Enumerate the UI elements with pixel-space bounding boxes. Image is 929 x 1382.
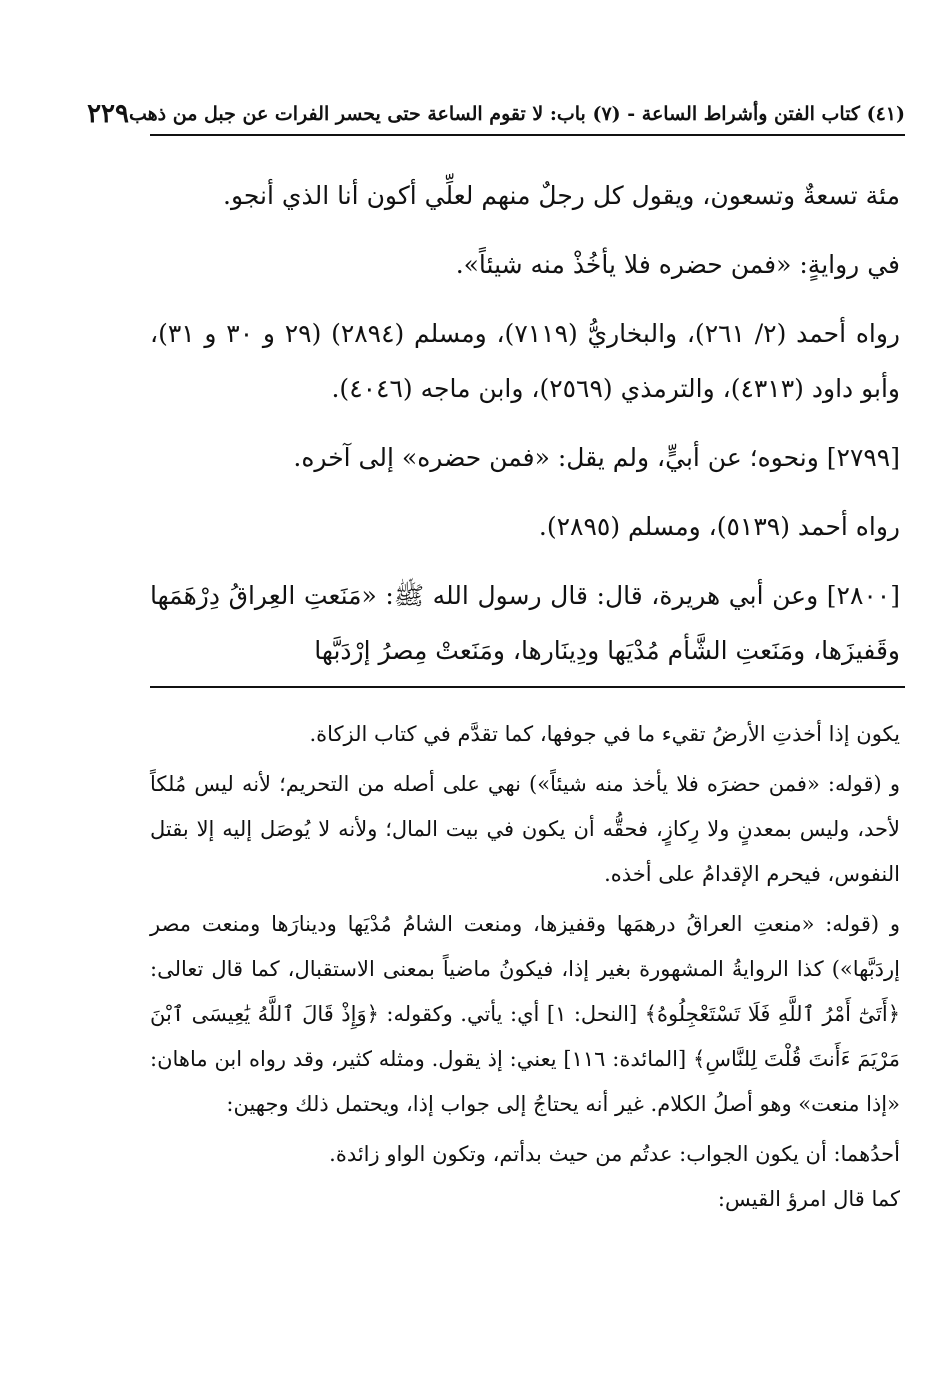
main-paragraph-3: رواه أحمد (٢/ ٢٦١)، والبخاريُّ (٧١١٩)، ومسلم (٢٨٩٤) (٢٩ و ٣٠ و ٣١)، وأبو داود (٤٣١٣)، والترمذي (٢٥٦٩)، وابن ماجه (٤٠٤٦). (150, 319, 901, 403)
note-paragraph-5: كما قال امرؤ القيس: (717, 1187, 900, 1211)
page-number: ٢٢٩ (87, 99, 129, 129)
commentary-text (150, 712, 900, 1227)
main-paragraph-1: مئة تسعةٌ وتسعون، ويقول كل رجلٌ منهم لعلِّي أكون أنا الذي أنجو. (223, 181, 900, 210)
header-title: (٤١) كتاب الفتن وأشراط الساعة - (٧) باب: لا تقوم الساعة حتى يحسر الفرات عن جبل من ذهب (128, 103, 905, 125)
main-paragraph-6: [٢٨٠٠] وعن أبي هريرة، قال: قال رسول الله ﷺ: «مَنَعتِ العِراقُ دِرْهَمَها وقَفيزَها، ومَنَعتِ الشَّأم مُدْيَها ودِينَارها، ومَنَعتْ مِصرُ إرْدَبَّها (150, 581, 900, 665)
note-paragraph-4: أحدُهما: أن يكون الجواب: عدتُم من حيث بدأتم، وتكون الواو زائدة. (329, 1142, 900, 1166)
main-paragraph-4: [٢٧٩٩] ونحوه؛ عن أبيٍّ، ولم يقل: «فمن حضره» إلى آخره. (293, 443, 900, 472)
main-text (150, 168, 900, 678)
main-paragraph-5: رواه أحمد (٥١٣٩)، ومسلم (٢٨٩٥). (538, 512, 900, 541)
main-paragraph-2: في روايةٍ: «فمن حضره فلا يأخُذْ منه شيئاً». (455, 250, 900, 279)
footnote-separator (150, 686, 905, 688)
note-paragraph-2: و (قوله: «فمن حضرَه فلا يأخذ منه شيئاً») نهي على أصله من التحريم؛ لأنه ليس مُلكاً لأحد، وليس بمعدنٍ ولا رِكازٍ، فحقُّه أن يكون في بيت المال؛ ولأنه لا يُوصَل إليه إلا بقتل النفوس، فيحرم الإقدامُ على أخذه. (150, 772, 900, 886)
note-paragraph-1: يكون إذا أخذتِ الأرضُ تقيء ما في جوفها، كما تقدَّم في كتاب الزكاة. (309, 722, 900, 746)
running-header (87, 94, 905, 136)
note-paragraph-3: و (قوله: «منعتِ العراقُ درهمَها وقفيزها، ومنعت الشامُ مُدْيَها ودينارَها ومنعت مصر إردَبَّها») كذا الروايةُ المشهورة بغير إذا، فيكونُ ماضياً بمعنى الاستقبال، كما قال تعالى: ﴿أَتَىٰٓ أَمْرُ ٱللَّهِ فَلَا تَسْتَعْجِلُوهُ﴾ [النحل: ١] أي: يأتي. وكقوله: ﴿وَإِذْ قَالَ ٱللَّهُ يَٰعِيسَى ٱبْنَ مَرْيَمَ ءَأَنتَ قُلْتَ لِلنَّاسِ﴾ [المائدة: ١١٦] يعني: إذ يقول. ومثله كثير، وقد رواه ابن ماهان: «إذا منعت» وهو أصلُ الكلام. غير أنه يحتاجُ إلى جواب إذا، ويحتمل ذلك وجهين: (150, 912, 901, 1116)
